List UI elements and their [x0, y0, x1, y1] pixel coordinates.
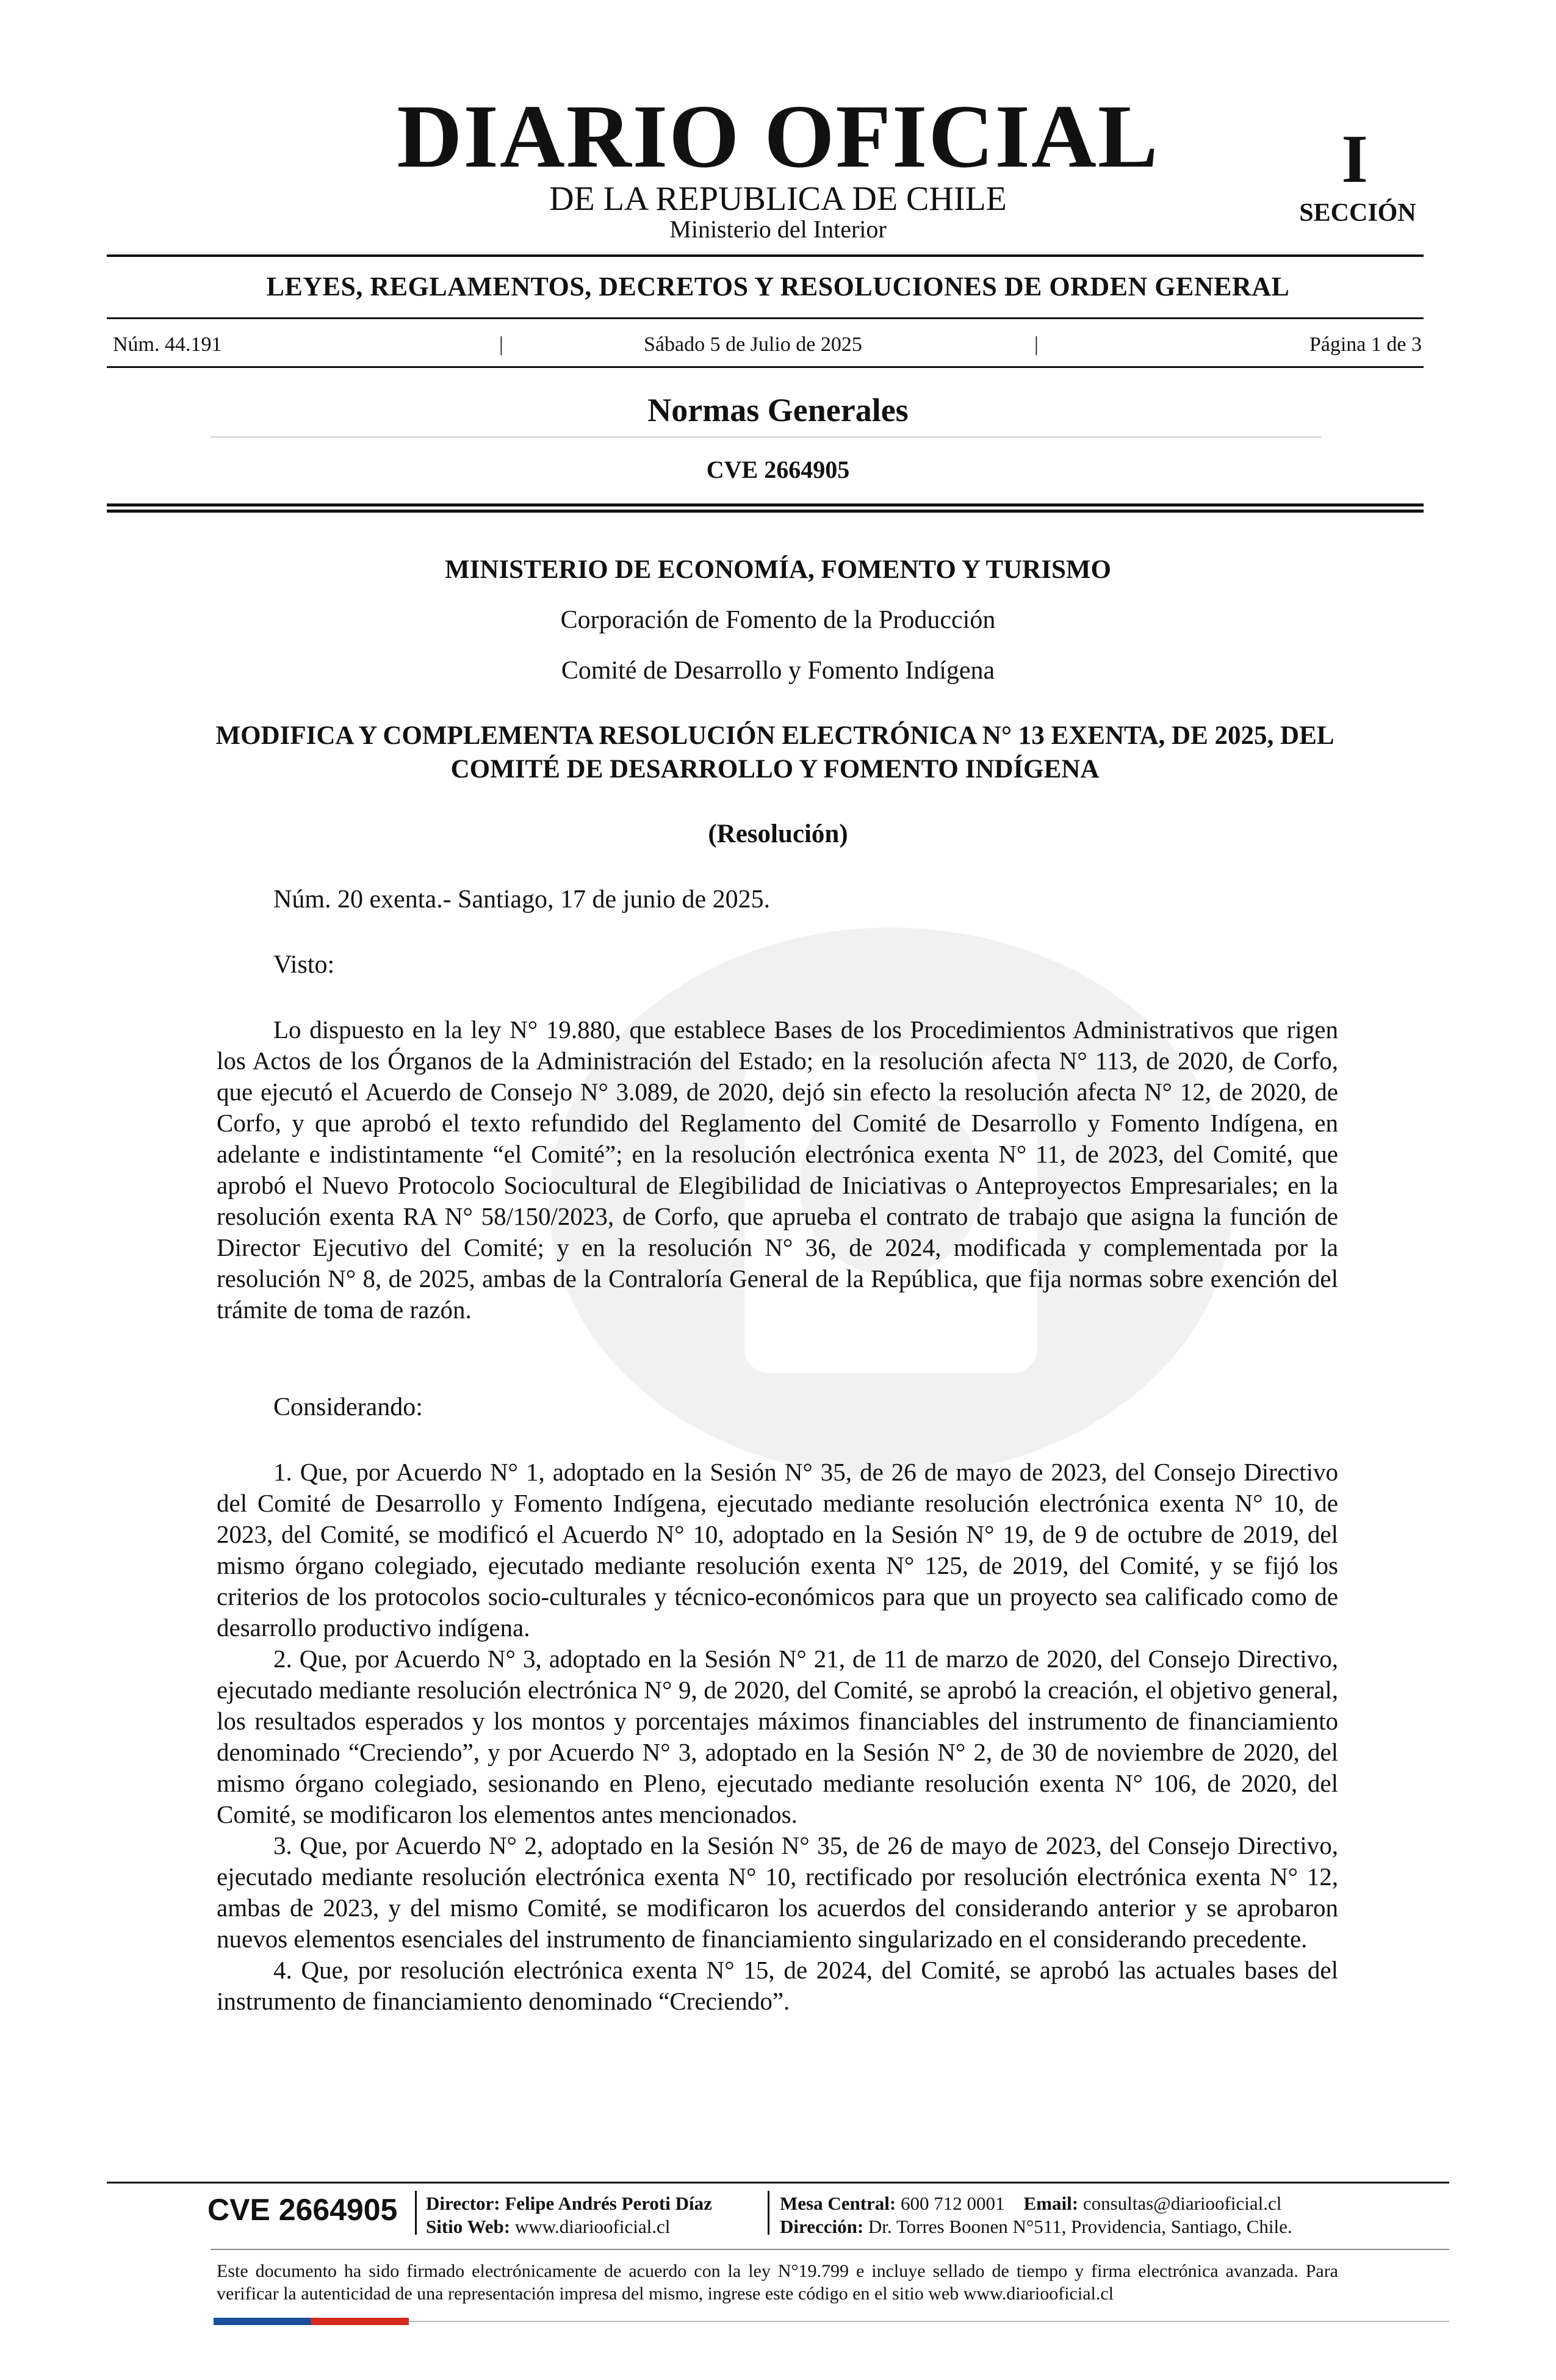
page-count: Página 1 de 3	[1309, 333, 1422, 356]
masthead-rule	[107, 254, 1424, 257]
considerando-item: 2. Que, por Acuerdo N° 3, adoptado en la Sesión N° 21, de 11 de marzo de 2020, del Consejo Directivo, ejecutado mediante resolución electrónica N° 9, de 2020, del Comité, se aprobó la creación, el objetivo general, los resultados esperados y los montos y porcentajes máximos financiables del instrumento de financiamiento denominado “Creciendo”, y por Acuerdo N° 3, adoptado en la Sesión N° 2, de 30 de noviembre de 2020, del mismo órgano colegiado, sesionando en Pleno, ejecutado mediante resolución exenta N° 106, de 2020, del Comité, se modificaron los elementos antes mencionados.	[217, 1645, 1338, 1828]
considerando-item: 3. Que, por Acuerdo N° 2, adoptado en la Sesión N° 35, de 26 de mayo de 2023, del Consejo Directivo, ejecutado mediante resolución electrónica exenta N° 10, rectificado por resolución electrónica exenta N° 12, ambas de 2023, y del mismo Comité, se modificaron los acuerdos del considerando anterior y se aprobaron nuevos elementos esenciales del instrumento de financiamiento singularizado en el considerando precedente.	[217, 1831, 1338, 1953]
general-banner: LEYES, REGLAMENTOS, DECRETOS Y RESOLUCIONES DE ORDEN GENERAL	[266, 272, 1290, 301]
section-title-rule	[211, 436, 1321, 438]
resolution-number: Núm. 20 exenta.- Santiago, 17 de junio de 2025.	[273, 885, 771, 914]
visto-heading: Visto:	[273, 951, 335, 979]
considerando-item: 1. Que, por Acuerdo N° 1, adoptado en la Sesión N° 35, de 26 de mayo de 2023, del Consejo Directivo del Comité de Desarrollo y Fomento Indígena, ejecutado mediante resolución electrónica exenta N° 10, de 2023, del Comité, se modificó el Acuerdo N° 10, adoptado en la Sesión N° 19, de 9 de octubre de 2019, del mismo órgano colegiado, ejecutado mediante resolución exenta N° 125, de 2019, del Comité, y se fijó los criterios de los protocolos socio-culturales y técnico-económicos para que un proyecto sea calificado como de desarrollo productivo indígena.	[217, 1458, 1338, 1642]
footer-contact-block	[780, 2192, 1292, 2238]
infobar-separator: |	[499, 333, 503, 356]
footer-divider	[415, 2191, 417, 2235]
footer-cve-code: CVE 2664905	[207, 2193, 398, 2227]
infobar-separator: |	[1034, 333, 1039, 356]
resolution-tag: (Resolución)	[708, 820, 848, 848]
infobar-rule	[107, 366, 1424, 368]
email-link[interactable]: consultas@diariooficial.cl	[1082, 2193, 1282, 2214]
ministry-name: MINISTERIO DE ECONOMÍA, FOMENTO Y TURISMO	[445, 555, 1111, 584]
flag-bar-line	[409, 2321, 1449, 2322]
masthead-title: DIARIO OFICIAL	[397, 87, 1159, 187]
header-double-rule-top	[107, 503, 1424, 507]
flag-bar-blue	[214, 2318, 311, 2325]
section-number: I	[1341, 121, 1368, 197]
resolution-title: MODIFICA Y COMPLEMENTA RESOLUCIÓN ELECTRÓNICA N° 13 EXENTA, DE 2025, DEL COMITÉ DE DESARROLLO Y FOMENTO INDÍGENA	[215, 721, 1334, 784]
considerando-list	[217, 1457, 1338, 2017]
considerando-item: 4. Que, por resolución electrónica exenta N° 15, de 2024, del Comité, se aprobó las actuales bases del instrumento de financiamiento denominado “Creciendo”.	[217, 1956, 1338, 2015]
director-name: Felipe Andrés Peroti Díaz	[505, 2193, 712, 2214]
address-value: Dr. Torres Boonen N°511, Providencia, Santiago, Chile.	[868, 2216, 1292, 2237]
corporation-name: Corporación de Fomento de la Producción	[560, 606, 996, 634]
footer-director-block	[426, 2192, 712, 2238]
phone-label: Mesa Central:	[780, 2193, 896, 2214]
phone-value: 600 712 0001	[901, 2193, 1005, 2214]
section-label: SECCIÓN	[1299, 199, 1416, 227]
header-double-rule-bottom	[107, 510, 1424, 513]
section-title: Normas Generales	[647, 392, 909, 428]
footer-divider	[768, 2191, 769, 2235]
visto-paragraph: Lo dispuesto en la ley N° 19.880, que establece Bases de los Procedimientos Administrativos que rigen los Actos de los Órganos de la Administración del Estado; en la resolución afecta N° 113, de 2020, de Corfo, que ejecutó el Acuerdo de Consejo N° 3.089, de 2020, dejó sin efecto la resolución afecta N° 12, de 2020, de Corfo, y que aprobó el texto refundido del Reglamento del Comité de Desarrollo y Fomento Indígena, en adelante e indistintamente “el Comité”; en la resolución electrónica exenta N° 11, de 2023, del Comité, que aprobó el Nuevo Protocolo Sociocultural de Elegibilidad de Iniciativas o Anteproyectos Empresariales; en la resolución exenta RA N° 58/150/2023, de Corfo, que aprueba el contrato de trabajo que asigna la función de Director Ejecutivo del Comité; y en la resolución N° 36, de 2024, modificada y complementada por la resolución N° 8, de 2025, ambas de la Contraloría General de la República, que fija normas sobre exención del trámite de toma de razón.	[217, 1015, 1338, 1324]
address-label: Dirección:	[780, 2216, 864, 2237]
committee-name: Comité de Desarrollo y Fomento Indígena	[561, 657, 995, 685]
considerando-heading: Considerando:	[273, 1393, 423, 1421]
banner-rule	[107, 317, 1424, 319]
email-label: Email:	[1023, 2193, 1079, 2214]
issue-number: Núm. 44.191	[113, 333, 222, 356]
footer-rule-lower	[211, 2249, 1449, 2250]
visto-paragraph-block	[217, 1014, 1338, 1325]
director-label: Director:	[426, 2193, 500, 2214]
signature-disclaimer: Este documento ha sido firmado electrónicamente de acuerdo con la ley N°19.799 e incluye sellado de tiempo y firma electrónica avanzada. Para verificar la autenticidad de una representación impresa del mismo, ingrese este código en el sitio web www.diariooficial.cl	[217, 2261, 1338, 2304]
footer-rule	[107, 2182, 1449, 2183]
site-label: Sitio Web:	[426, 2216, 511, 2237]
cve-code: CVE 2664905	[706, 456, 850, 483]
masthead-ministry: Ministerio del Interior	[669, 215, 887, 243]
site-link[interactable]: www.diariooficial.cl	[514, 2216, 671, 2237]
masthead-subtitle: DE LA REPUBLICA DE CHILE	[549, 180, 1007, 218]
issue-date: Sábado 5 de Julio de 2025	[644, 333, 862, 356]
flag-bar-red	[311, 2318, 409, 2325]
